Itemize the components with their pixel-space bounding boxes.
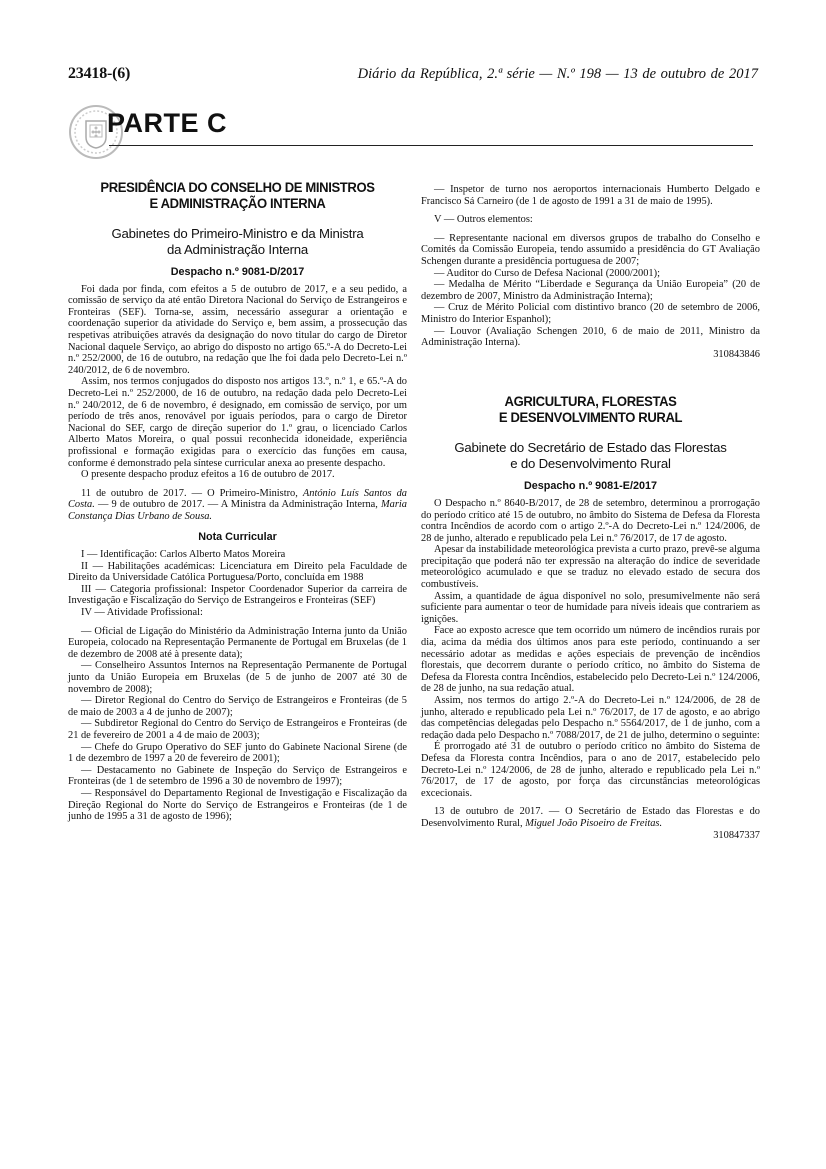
curricular-item: II — Habilitações académicas: Licenciatura em Direito pela Faculdade de Direito da Universidade Católica Portuguesa/Porto, concluída em 1988 [68, 560, 407, 584]
paragraph: Assim, a quantidade de água disponível no solo, presumivelmente não será suficiente para aumentar o teor de humidade para níveis ideais que contrariem as ignições. [421, 590, 760, 625]
ministry-heading-pcm [82, 180, 394, 212]
ministry-line-2: E DESENVOLVIMENTO RURAL [498, 410, 683, 427]
paragraph: Assim, nos termos do artigo 2.º-A do Decreto-Lei n.º 124/2006, de 28 de junho, alterado e republicado pela Lei n.º 76/2017, de 17 de agosto, e ao abrigo das competências delegadas pelo Despacho n.º 5564/2017, de 1 de junho, com a redação dada pelo Despacho n.º 7088/2017, de 21 de julho, determino o seguinte: [421, 695, 760, 741]
ministry-line-1: AGRICULTURA, FLORESTAS [504, 394, 677, 411]
signature-text: 11 de outubro de 2017. — O Primeiro-Ministro, [81, 487, 303, 499]
activity-item: — Diretor Regional do Centro do Serviço de Estrangeiros e Fronteiras (de 5 de maio de 2003 a 4 de junho de 2007); [68, 695, 407, 718]
other-elements-title: V — Outros elementos: [434, 214, 533, 226]
signature-text: 13 de outubro de 2017. — O Secretário de Estado das Florestas e do Desenvolvimento Rural, [421, 806, 760, 829]
reference-number: 310847337 [713, 829, 760, 841]
gabinete-line-1: Gabinetes do Primeiro-Ministro e da Ministra [111, 226, 364, 241]
gabinete-line-2: da Administração Interna [166, 241, 309, 257]
activity-item: — Inspetor de turno nos aeroportos internacionais Humberto Delgado e Francisco Sá Carneiro (de 1 de agosto de 1991 a 31 de maio de 1995). [421, 184, 760, 207]
gabinete-heading [421, 440, 760, 471]
despacho-title: Despacho n.º 9081-E/2017 [524, 480, 657, 493]
section-spacer [421, 360, 760, 394]
journal-header: Diário da República, 2.ª série — N.º 198 — 13 de outubro de 2017 [357, 66, 758, 82]
signature-text: — 9 de outubro de 2017. — A Ministra da Administração Interna, [94, 499, 382, 511]
activity-item: — Conselheiro Assuntos Internos na Representação Permanente de Portugal junto da União Europeia em Bruxelas (de 5 de junho de 2007 até 30 de novembro de 2008); [68, 660, 407, 695]
signatory-name: António Luís Santos da Costa. [68, 487, 407, 511]
activity-item: — Chefe do Grupo Operativo do SEF junto do Gabinete Nacional Sirene (de 1 de dezembro de 1997 a 20 de fevereiro de 2001); [68, 741, 407, 765]
signature-block [421, 806, 760, 829]
activity-item: — Oficial de Ligação do Ministério da Administração Interna junto da União Europeia, colocado na Representação Permanente de Portugal em Bruxelas (de 1 de dezembro de 2008 até à presente data); [68, 625, 407, 660]
curricular-item: IV — Atividade Profissional: [81, 607, 203, 619]
activity-item: — Destacamento no Gabinete de Inspeção do Serviço de Estrangeiros e Fronteiras (de 1 de setembro de 1996 a 30 de novembro de 1997); [68, 764, 407, 788]
signatory-name: Maria Constança Dias Urbano de Sousa. [68, 499, 407, 522]
curricular-item: III — Categoria profissional: Inspetor Coordenador Superior da carreira de Investigação e Fiscalização do Serviço de Estrangeiros e Fronteiras (SEF) [68, 583, 407, 607]
paragraph: Assim, nos termos conjugados do disposto nos artigos 13.º, n.º 1, e 65.º-A do Decreto-Lei n.º 252/2000, de 16 de outubro, na redação dada pelo Decreto-Lei n.º 240/2012, de 6 de novembro, é designado, em comissão de serviço, por um período de três anos, renovável por iguais períodos, para o cargo de Diretor Nacional do SEF, cargo de direção superior do 1.º grau, o licenciado Carlos Alberto Matos Moreira, o qual possui reconhecida idoneidade, experiência profissional e formação exigidas para o exercício das funções em causa, conforme é demonstrado pela síntese curricular anexa ao presente despacho. [68, 376, 407, 469]
activity-item: — Subdiretor Regional do Centro do Serviço de Estrangeiros e Fronteiras (de 21 de fevereiro de 2001 a 4 de maio de 2003); [68, 718, 407, 741]
gabinete-line-2: e do Desenvolvimento Rural [510, 455, 671, 471]
paragraph: Face ao exposto acresce que tem ocorrido um número de incêndios rurais por dia, acima da média dos últimos anos para este período, continuando a ser necessário adotar as medidas e ações especiais de prevenção de incêndios florestais, que decorrem durante o período crítico, no âmbito do Sistema de Defesa da Floresta contra Incêndios, estabelecido pelo Decreto-Lei n.º 124/2006, de 28 de junho, na sua redação atual. [421, 625, 760, 695]
signatory-name: Miguel João Pisoeiro de Freitas. [525, 817, 663, 829]
ministry-line-1: PRESIDÊNCIA DO CONSELHO DE MINISTROS [100, 180, 375, 196]
part-rule [109, 145, 753, 146]
right-column [421, 184, 760, 841]
other-item: — Cruz de Mérito Policial com distintivo branco (20 de setembro de 2006, Ministro do Interior Espanhol); [421, 302, 760, 325]
page-number: 23418-(6) [68, 65, 131, 82]
gabinete-line-1: Gabinete do Secretário de Estado das Florestas [454, 440, 727, 456]
ministry-line-2: E ADMINISTRAÇÃO INTERNA [149, 196, 326, 212]
other-item: — Louvor (Avaliação Schengen 2010, 6 de maio de 2011, Ministro da Administração Interna). [421, 325, 760, 349]
ministry-heading-agriculture [435, 394, 747, 426]
other-item: — Medalha de Mérito “Liberdade e Segurança da União Europeia” (20 de dezembro de 2007, Ministro da Administração Interna); [421, 279, 760, 302]
paragraph: Apesar da instabilidade meteorológica prevista a curto prazo, prevê-se alguma precipitação que poderá não ter expressão na alteração do índice de severidade meteorológico acumulado e que se traduz no elevado estado de secura dos combustíveis. [421, 544, 760, 591]
paragraph: O Despacho n.º 8640-B/2017, de 28 de setembro, determinou a prorrogação do período crítico até 15 de outubro, no âmbito do Sistema de Defesa da Floresta contra Incêndios de acordo com o artigo 2.º-A do Decreto-Lei n.º 124/2006, de 28 de junho, alterado e republicado pela Lei n.º 76/2017, de 17 de agosto. [421, 497, 760, 544]
reference-number: 310843846 [713, 348, 760, 360]
activity-item: — Responsável do Departamento Regional de Investigação e Fiscalização da Direção Regional do Norte do Serviço de Estrangeiros e Fronteiras (de 1 de junho de 1995 a 31 de agosto de 1996); [68, 787, 407, 823]
other-item: — Representante nacional em diversos grupos de trabalho do Conselho e Comités da Comissão Europeia, tendo assumido a presidência do GT Avaliação Schengen durante a presidência portuguesa de 2007; [421, 232, 760, 267]
despacho-title: Despacho n.º 9081-D/2017 [170, 266, 305, 278]
paragraph: É prorrogado até 31 de outubro o período crítico no âmbito do Sistema de Defesa da Floresta contra Incêndios, para o ano de 2017, estabelecido pelo Decreto-Lei n.º 124/2006, de 28 de junho, alterado e republicado pela Lei n.º 76/2017, de 17 de agosto, por força das circunstâncias meteorológicas excecionais. [421, 741, 760, 799]
left-column [68, 180, 407, 823]
signature-block [68, 488, 407, 523]
gabinete-heading [68, 226, 407, 257]
paragraph: Foi dada por finda, com efeitos a 5 de outubro de 2017, e a seu pedido, a comissão de serviço da até então Diretora Nacional do Serviço de Estrangeiros e Fronteiras (SEF). Torna-se, assim, necessário assegurar a orientação e coordenação superior da atividade do Serviço e, bem assim, a prossecução das respetivas atribuições através da designação do novo titular do cargo de Diretor Nacional daquele Serviço, ao abrigo do disposto no artigo 65.º-A do Decreto-Lei n.º 252/2000, de 16 de outubro, na redação que lhe foi dada pelo Decreto-Lei n.º 240/2012, de 6 de novembro. [68, 283, 407, 376]
curricular-item: I — Identificação: Carlos Alberto Matos Moreira [81, 549, 286, 561]
part-title: PARTE C [107, 108, 228, 138]
curricular-title: Nota Curricular [198, 531, 277, 544]
other-item: — Auditor do Curso de Defesa Nacional (2000/2001); [434, 267, 660, 279]
paragraph: O presente despacho produz efeitos a 16 de outubro de 2017. [81, 469, 335, 481]
